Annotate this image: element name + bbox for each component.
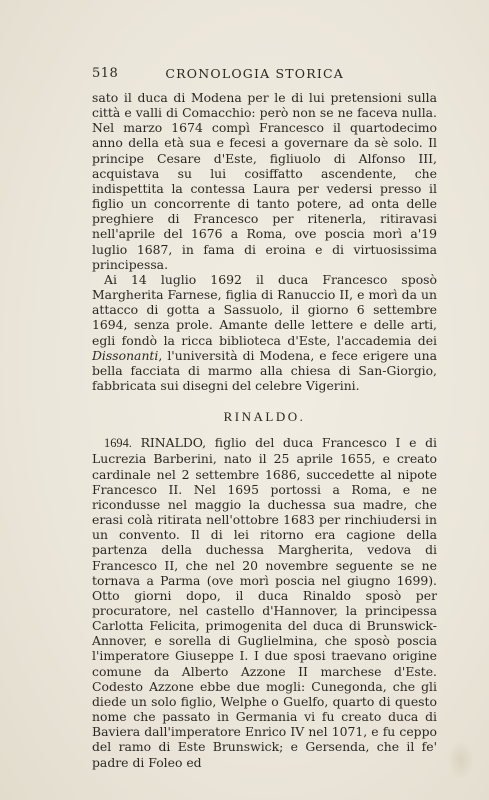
- paragraph-francesco-continued: sato il duca di Modena per le di lui pretensioni sulla città e valli di Comacchio: però non se ne faceva nulla. Nel marzo 1674 compì Francesco il quartodecimo anno della età sua e fecesi a governare da sè solo. Il principe Cesare d'Este, figliuolo di Alfonso III, acquistava su lui cosiffatto ascendente, che indispettita la contessa Laura per vedersi presso il figlio un concorrente di tanto potere, ad onta delle preghiere di Francesco per ritenerla, ritiravasi nell'aprile del 1676 a Roma, ove poscia morì a'19 luglio 1687, in fama di eroina e di virtuosissima principessa.: [92, 90, 437, 272]
- body-text: [92, 90, 437, 770]
- running-title: CRONOLOGIA STORICA: [165, 66, 344, 81]
- page-number: 518: [92, 66, 119, 81]
- paragraph-rinaldo: [92, 435, 437, 769]
- paper-stain: [448, 740, 474, 780]
- page-header: [92, 66, 344, 84]
- paragraph-text: RINALDO, figlio del duca Francesco I e di Lucrezia Barberini, nato il 25 aprile 1655, e creato cardinale nel 2 settembre 1686, succedette al nipote Francesco II. Nel 1695 portossi a Roma, e ne ricondusse nel maggio la duchessa sua madre, che erasi colà ritirata nell'ottobre 1683 per rinchiudersi in un convento. Il di lei ritorno era cagione della partenza della duchessa Margherita, vedova di Francesco II, che nel 20 novembre seguente se ne tornava a Parma (ove morì poscia nel giugno 1699). Otto giorni dopo, il duca Rinaldo sposò per procuratore, nel castello d'Hannover, la principessa Carlotta Felicita, primogenita del duca di Brunswick-Annover, e sorella di Guglielmina, che sposò poscia l'imperatore Giuseppe I. I due sposi traevano origine comune da Alberto Azzone II marchese d'Este. Codesto Azzone ebbe due mogli: Cunegonda, che gli diede un solo figlio, Welphe o Guelfo, quarto di questo nome che passato in Germania vi fu creato duca di Baviera dall'imperatore Enrico IV nel 1071, e fu ceppo del ramo di Este Brunswick; e Gersenda, che il fe' padre di Foleo ed: [92, 435, 437, 770]
- section-heading: RINALDO.: [223, 409, 306, 425]
- paragraph-text: , l'università di Modena, e fece erigere una bella facciata di marmo alla chiesa di San-Giorgio, fabbricata sui disegni del celebre Vigerini.: [92, 347, 437, 393]
- year-marker: 1694.: [104, 436, 132, 451]
- paragraph-text: Ai 14 luglio 1692 il duca Francesco sposò Margherita Farnese, figlia di Ranuccio II, e morì da un attacco di gotta a Sassuolo, il giorno 6 settembre 1694, senza prole. Amante delle lettere e delle arti, egli fondò la ricca biblioteca d'Este, l'accademia dei: [92, 271, 437, 348]
- italic-academy-name: Dissonanti: [92, 347, 159, 363]
- paragraph-francesco-marriage: [92, 272, 437, 393]
